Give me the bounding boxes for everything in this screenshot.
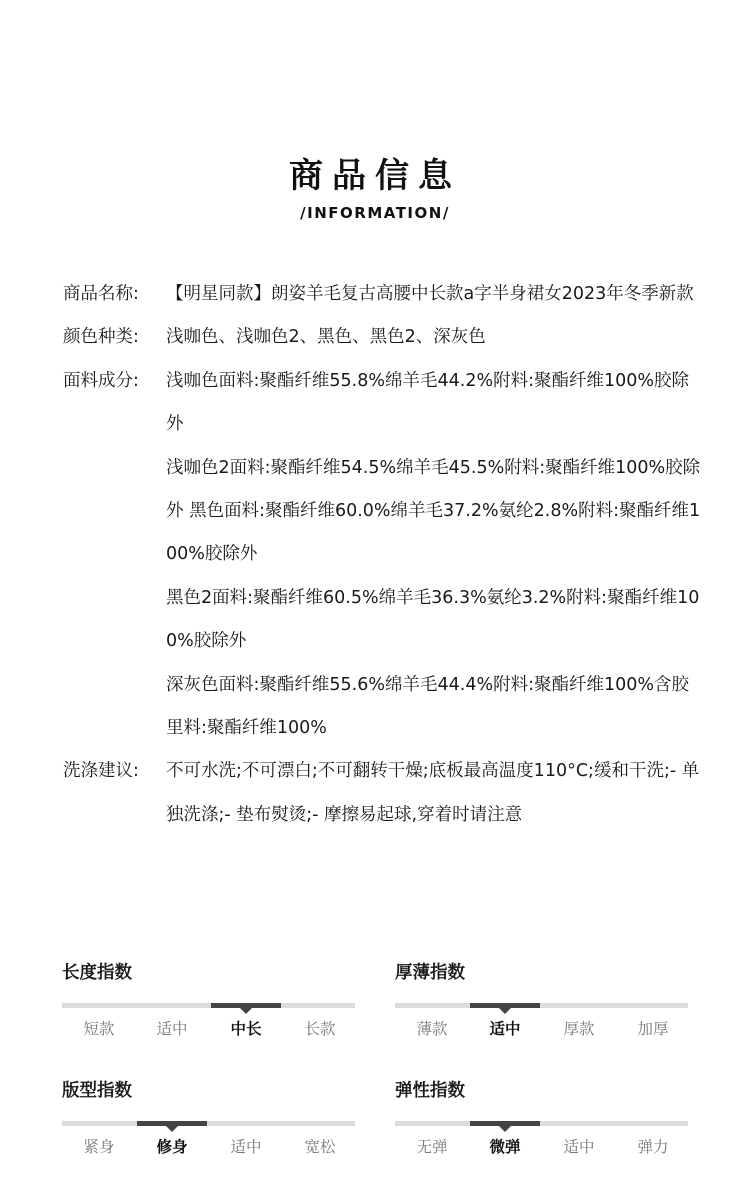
info-paragraph: 浅咖色2面料:聚酯纤维54.5%绵羊毛45.5%附料:聚酯纤维100%胶除外 黑色面料:聚酯纤维60.0%绵羊毛37.2%氨纶2.8%附料:聚酯纤维100%胶除外 [166, 457, 701, 565]
index-track [62, 1003, 355, 1008]
info-value [166, 316, 703, 359]
index-option: 修身 [156, 1138, 188, 1156]
info-paragraph: 浅咖色、浅咖色2、黑色、黑色2、深灰色 [166, 327, 486, 348]
info-value [166, 750, 703, 837]
index-selected-marker [137, 1121, 207, 1126]
info-paragraph: 不可水洗;不可漂白;不可翻转干燥;底板最高温度110°C;缓和干洗;- 单独洗涤;- 垫布熨烫;- 摩擦易起球,穿着时请注意 [166, 761, 700, 825]
info-paragraph: 浅咖色面料:聚酯纤维55.8%绵羊毛44.2%附料:聚酯纤维100%胶除外 [166, 370, 690, 435]
index-option: 宽松 [304, 1138, 336, 1156]
index-option: 厚款 [563, 1020, 595, 1038]
index-options [395, 1014, 688, 1044]
index-selected-marker [470, 1003, 540, 1008]
length-index [62, 960, 355, 1044]
info-label: 商品名称: [63, 284, 139, 304]
index-option: 适中 [230, 1138, 262, 1156]
info-paragraph: 黑色2面料:聚酯纤维60.5%绵羊毛36.3%氨纶3.2%附料:聚酯纤维100%胶除外 [166, 587, 700, 652]
elasticity-index [395, 1078, 688, 1162]
index-option: 薄款 [416, 1020, 448, 1038]
index-options [62, 1014, 355, 1044]
index-options [62, 1132, 355, 1162]
index-option: 长款 [304, 1020, 336, 1038]
index-selected-marker [211, 1003, 281, 1008]
product-info-table [63, 273, 703, 837]
fit-index [62, 1078, 355, 1162]
index-option: 适中 [563, 1138, 595, 1156]
index-option: 短款 [83, 1020, 115, 1038]
thickness-index [395, 960, 688, 1044]
page-subtitle: /INFORMATION/ [300, 204, 450, 222]
index-option: 适中 [156, 1020, 188, 1038]
info-row-name [63, 273, 703, 316]
index-option: 弹力 [637, 1138, 669, 1156]
index-option: 适中 [489, 1020, 521, 1038]
index-option: 无弹 [416, 1138, 448, 1156]
index-option: 中长 [230, 1020, 262, 1038]
info-paragraph: 【明星同款】朗姿羊毛复古高腰中长款a字半身裙女2023年冬季新款 [166, 284, 694, 304]
info-row-colors [63, 316, 703, 359]
index-title: 厚薄指数 [395, 963, 465, 983]
info-row-fabric [63, 360, 703, 751]
index-selected-marker [470, 1121, 540, 1126]
page-title: 商品信息 [289, 156, 461, 196]
info-label: 颜色种类: [63, 327, 139, 348]
info-value [166, 360, 703, 751]
index-track [395, 1003, 688, 1008]
index-option: 微弹 [489, 1138, 521, 1156]
info-label: 面料成分: [63, 370, 139, 391]
index-title: 长度指数 [62, 963, 132, 983]
index-option: 加厚 [637, 1020, 669, 1038]
index-option: 紧身 [83, 1138, 115, 1156]
index-track [62, 1121, 355, 1126]
info-value [166, 273, 703, 316]
index-title: 版型指数 [62, 1081, 132, 1101]
info-label: 洗涤建议: [63, 761, 139, 782]
index-title: 弹性指数 [395, 1081, 465, 1101]
index-options [395, 1132, 688, 1162]
index-track [395, 1121, 688, 1126]
info-row-care [63, 750, 703, 837]
info-paragraph: 深灰色面料:聚酯纤维55.6%绵羊毛44.4%附料:聚酯纤维100%含胶里料:聚酯纤维100% [166, 674, 690, 739]
